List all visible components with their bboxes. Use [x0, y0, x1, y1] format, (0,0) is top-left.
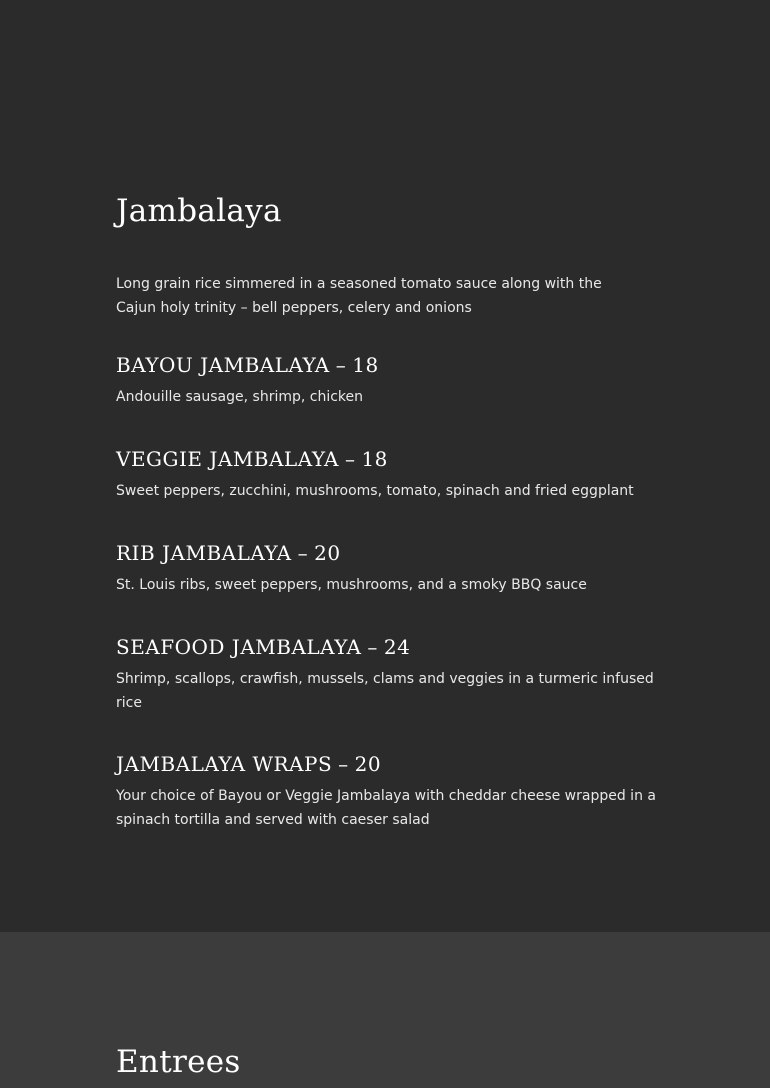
menu-item-dash: – [367, 635, 378, 659]
menu-item-name: VEGGIE JAMBALAYA [116, 447, 339, 471]
entrees-heading-wrap [116, 1044, 646, 1080]
menu-item [116, 633, 656, 715]
menu-item-name: RIB JAMBALAYA [116, 541, 292, 565]
menu-item-title [116, 633, 656, 661]
menu-item-name: BAYOU JAMBALAYA [116, 353, 330, 377]
menu-item-title [116, 351, 656, 379]
menu-item-title [116, 539, 656, 567]
menu-item-dash: – [335, 353, 347, 377]
menu-item [116, 445, 656, 503]
menu-item-title [116, 750, 656, 778]
menu-item-name: JAMBALAYA WRAPS [116, 752, 333, 776]
menu-item-dash: – [344, 447, 356, 471]
entrees-section [0, 932, 770, 1088]
jambalaya-intro: Long grain rice simmered in a seasoned tomato sauce along with the Cajun holy trinity – bell peppers, celery and onions [116, 276, 602, 316]
menu-item-price: 20 [354, 752, 382, 776]
section-title-jambalaya: Jambalaya [116, 193, 282, 229]
menu-item [116, 351, 656, 409]
menu-item-name: SEAFOOD JAMBALAYA [116, 635, 362, 659]
menu-item-price: 18 [361, 447, 388, 471]
menu-item-description: Shrimp, scallops, crawfish, mussels, clams and veggies in a turmeric infused rice [116, 671, 654, 711]
menu-item-description: Your choice of Bayou or Veggie Jambalaya with cheddar cheese wrapped in a spinach tortilla and served with caeser salad [116, 788, 656, 828]
jambalaya-heading-wrap [116, 193, 646, 229]
menu-item-price: 20 [314, 541, 341, 565]
menu-item-dash: – [338, 752, 349, 776]
menu-item [116, 539, 656, 597]
menu-item-description: Andouille sausage, shrimp, chicken [116, 389, 364, 405]
menu-item-title [116, 445, 656, 473]
menu-item [116, 750, 656, 832]
menu-item-price: 18 [352, 353, 379, 377]
menu-item-description: Sweet peppers, zucchini, mushrooms, tomato, spinach and fried eggplant [116, 483, 634, 499]
section-title-entrees: Entrees [116, 1044, 241, 1080]
menu-item-dash: – [297, 541, 309, 565]
menu-item-price: 24 [383, 635, 411, 659]
menu-item-description: St. Louis ribs, sweet peppers, mushrooms, and a smoky BBQ sauce [116, 577, 587, 593]
